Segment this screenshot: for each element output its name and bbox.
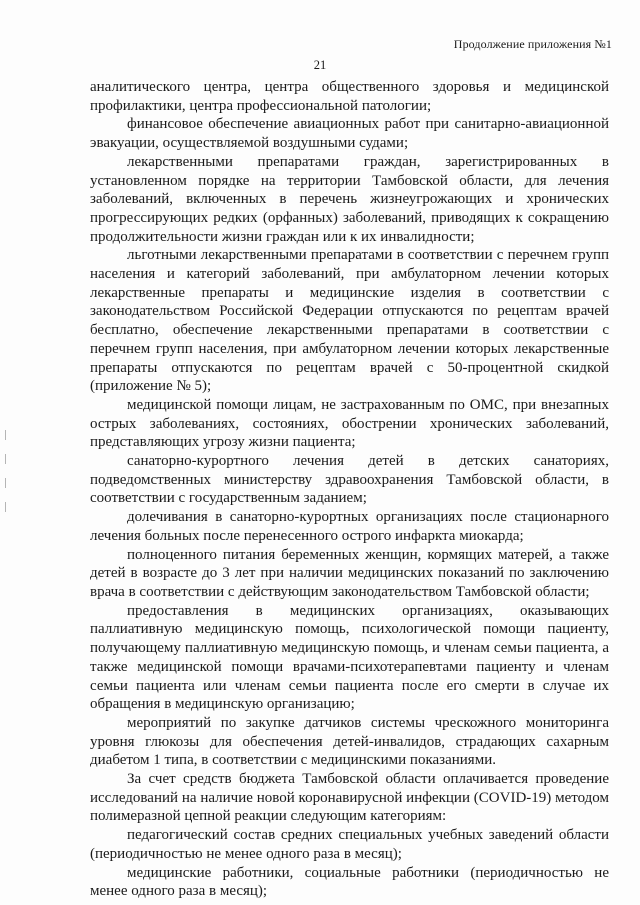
scan-mark	[5, 430, 6, 440]
paragraph: финансовое обеспечение авиационных работ при санитарно-авиационной эвакуации, осуществляемой воздушными судами;	[90, 116, 609, 152]
paragraph: аналитического центра, центра общественного здоровья и медицинской профилактики, центра профессиональной патологии;	[90, 79, 609, 114]
paragraph: санаторно-курортного лечения детей в детских санаториях, подведомственных министерству здравоохранения Тамбовской области, в соответствии с государственным заданием;	[90, 453, 609, 507]
paragraph: мероприятий по закупке датчиков системы чрескожного мониторинга уровня глюкозы для обеспечения детей-инвалидов, страдающих сахарным диабетом 1 типа, в соответствии с медицинскими показаниями.	[90, 714, 609, 769]
paragraph: медицинской помощи лицам, не застрахованным по ОМС, при внезапных острых заболеваниях, состояниях, обострении хронических заболеваний, представляющих угрозу жизни пациента;	[90, 396, 609, 451]
paragraph: педагогический состав средних специальных учебных заведений области (периодичностью не менее одного раза в месяц);	[90, 827, 609, 862]
paragraph: За счет средств бюджета Тамбовской области оплачивается проведение исследований на наличие новой коронавирусной инфекции (COVID-19) методом полимеразной цепной реакции следующим категориям:	[90, 771, 609, 825]
paragraph: полноценного питания беременных женщин, кормящих матерей, а также детей в возрасте до 3 лет при наличии медицинских показаний по заключению врача в соответствии с действующим законодательством Тамбовской области;	[90, 546, 609, 600]
body-text	[90, 78, 609, 901]
paragraph: предоставления в медицинских организациях, оказывающих паллиативную медицинскую помощь, психологической помощи пациенту, получающему паллиативную медицинскую помощь, и членам семьи пациента, а также медицинской помощи врачами-психотерапевтами пациенту и членам семьи пациента или членам семьи пациента после его смерти в случае их обращения в медицинскую организацию;	[90, 602, 609, 713]
scan-mark	[5, 502, 6, 512]
paragraph: лекарственными препаратами граждан, зарегистрированных в установленном порядке на территории Тамбовской области, для лечения заболеваний, включенных в перечень жизнеугрожающих и хронических прогрессирующих редких (орфанных) заболеваний, приводящих к сокращению продолжительности жизни граждан или к их инвалидности;	[90, 153, 609, 245]
page-number: 21	[313, 58, 327, 72]
scan-mark	[5, 478, 6, 488]
paragraph: льготными лекарственными препаратами в соответствии с перечнем групп населения и категорий заболеваний, при амбулаторном лечении которых лекарственные препараты и медицинские изделия в соответствии с законодательством Российской Федерации отпускаются по рецептам врачей бесплатно, обеспечение лекарственными препаратами в соответствии с перечнем групп населения, при амбулаторном лечении которых лекарственные препараты отпускаются по рецептам врачей с 50-процентной скидкой (приложение № 5);	[90, 247, 609, 395]
paragraph: медицинские работники, социальные работники (периодичностью не менее одного раза в месяц);	[90, 864, 609, 900]
scan-mark	[5, 454, 6, 464]
margin-scan-marks	[3, 430, 9, 550]
paragraph: долечивания в санаторно-курортных организациях после стационарного лечения больных после перенесенного острого инфаркта миокарда;	[90, 509, 609, 544]
appendix-continuation-note: Продолжение приложения №1	[453, 37, 612, 51]
